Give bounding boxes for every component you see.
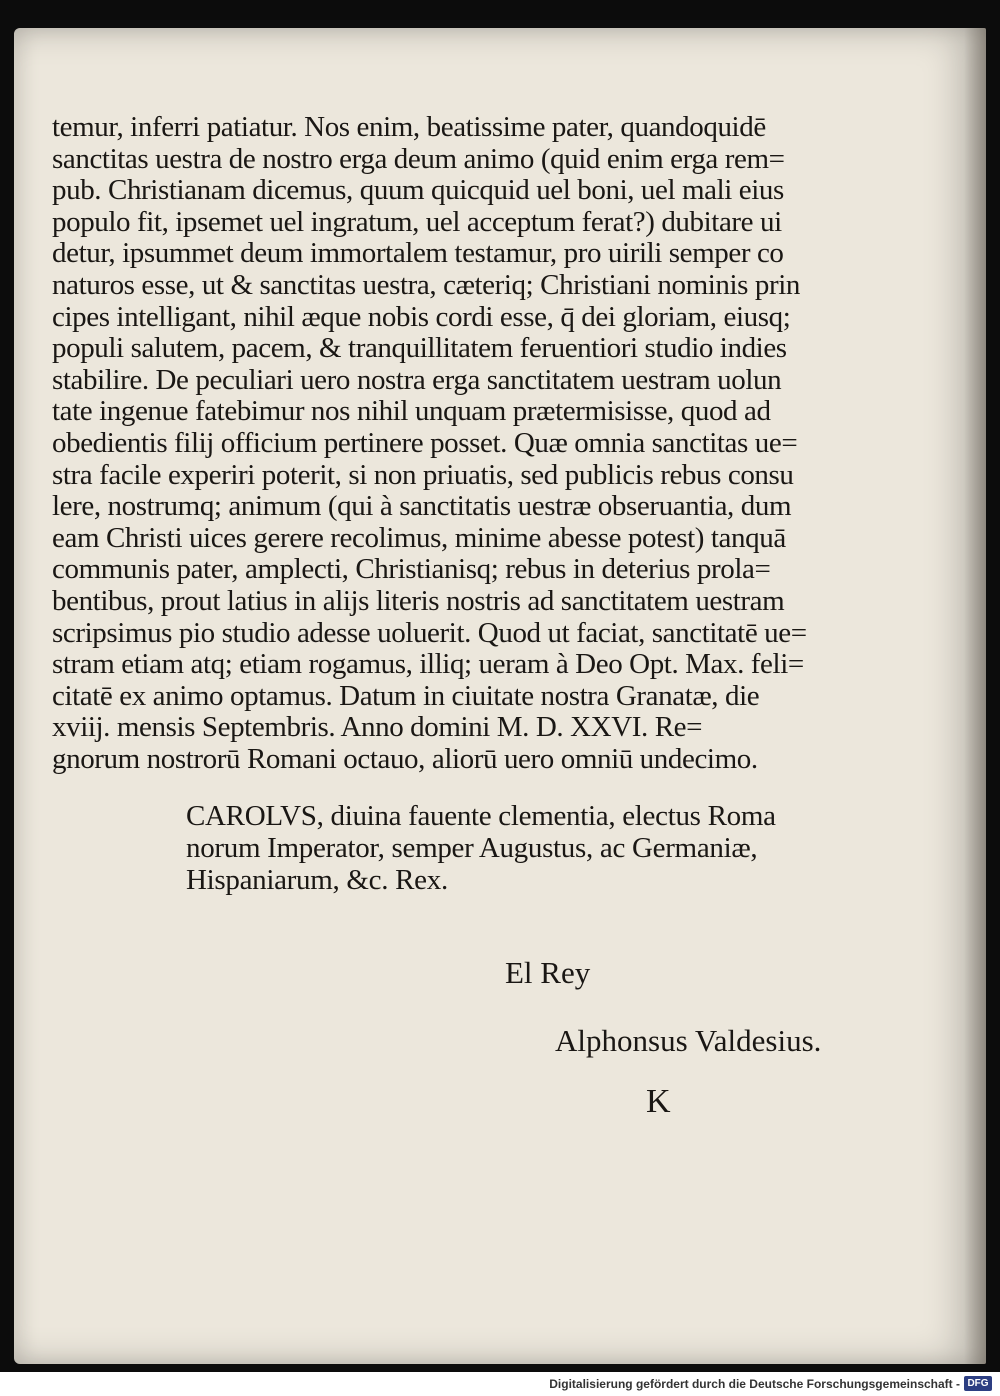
closing-line: CAROLVS, diuina fauente clementia, electus Roma <box>186 800 776 832</box>
footer-bar <box>0 1372 1000 1396</box>
text-line: temur, inferri patiatur. Nos enim, beatissime pater, quandoquidē <box>52 111 766 143</box>
text-line: lere, nostrumq; animum (qui à sanctitatis uestræ obseruantia, dum <box>52 490 792 523</box>
text-line: xviij. mensis Septembris. Anno domini M. D. XXVI. Re= <box>52 711 703 744</box>
text-line: detur, ipsummet deum immortalem testamur, pro uirili semper co <box>52 237 784 270</box>
text-line: stra facile experiri poterit, si non priuatis, sed publicis rebus consu <box>52 458 794 491</box>
funding-notice: Digitalisierung gefördert durch die Deutsche Forschungsgemeinschaft - <box>549 1377 960 1391</box>
text-line: obedientis filij officium pertinere posset. Quæ omnia sanctitas ue= <box>52 426 798 459</box>
text-line: populo fit, ipsemet uel ingratum, uel acceptum ferat?) dubitare ui <box>52 205 782 238</box>
text-line: gnorum nostrorū Romani octauo, aliorū uero omniū undecimo. <box>52 742 758 775</box>
text-line: stabilire. De peculiari uero nostra erga sanctitatem uestram uolun <box>52 363 782 396</box>
text-line: naturos esse, ut & sanctitas uestra, cæteriq; Christiani nominis prin <box>52 268 801 301</box>
letter-body <box>52 112 852 775</box>
closing-formula <box>186 800 846 896</box>
dfg-logo-icon: DFG <box>964 1376 992 1391</box>
book-page <box>14 28 986 1364</box>
text-line: communis pater, amplecti, Christianisq; rebus in deterius prola= <box>52 553 771 586</box>
signature-secretary: Alphonsus Valdesius. <box>555 1023 822 1058</box>
text-line: sanctitas uestra de nostro erga deum animo (quid enim erga rem= <box>52 142 785 175</box>
text-line: bentibus, prout latius in alijs literis nostris ad sanctitatem uestram <box>52 584 785 617</box>
signature-king: El Rey <box>505 955 591 990</box>
closing-line: norum Imperator, semper Augustus, ac Germaniæ, <box>186 832 758 864</box>
text-line: eam Christi uices gerere recolimus, minime abesse potest) tanquā <box>52 521 786 554</box>
text-line: populi salutem, pacem, & tranquillitatem feruentiori studio indies <box>52 332 787 365</box>
text-line: scripsimus pio studio adesse uoluerit. Quod ut faciat, sanctitatē ue= <box>52 616 807 649</box>
text-line: cipes intelligant, nihil æque nobis cordi esse, q̄ dei gloriam, eiusq; <box>52 300 791 333</box>
closing-line: Hispaniarum, &c. Rex. <box>186 864 448 896</box>
text-line: citatē ex animo optamus. Datum in ciuitate nostra Granatæ, die <box>52 679 760 712</box>
text-line: tate ingenue fatebimur nos nihil unquam prætermisisse, quod ad <box>52 395 771 428</box>
text-line: stram etiam atq; etiam rogamus, illiq; ueram à Deo Opt. Max. feli= <box>52 648 804 681</box>
signature-mark: K <box>646 1083 671 1120</box>
text-line: pub. Christianam dicemus, quum quicquid uel boni, uel mali eius <box>52 174 784 207</box>
